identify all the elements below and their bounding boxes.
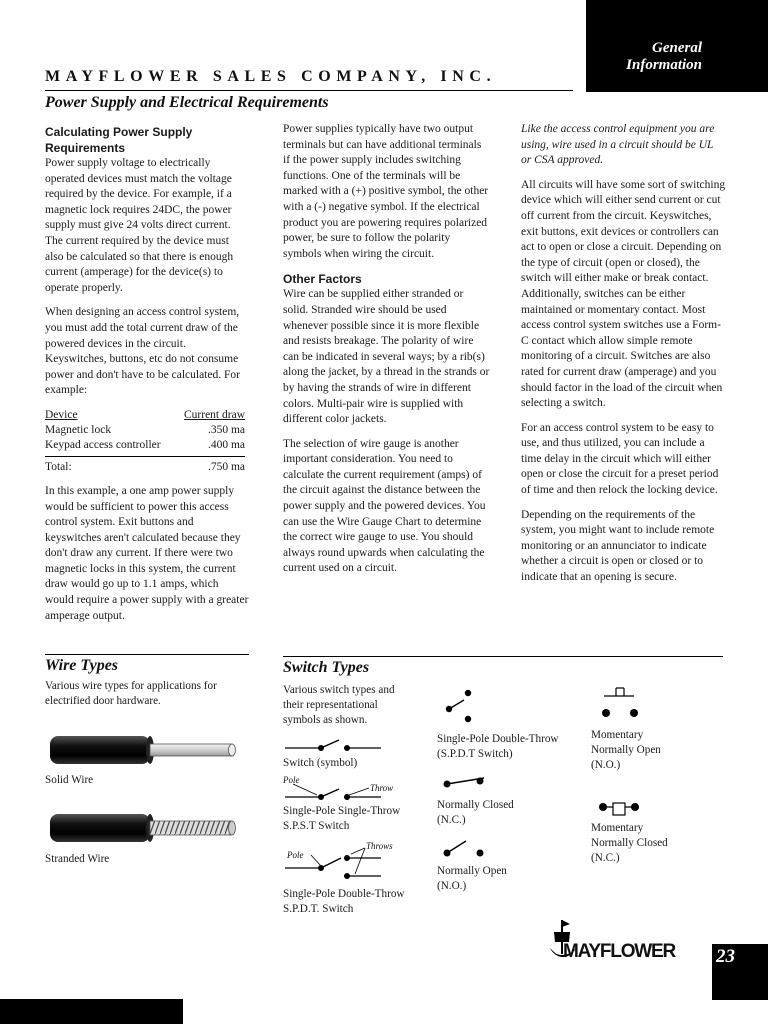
normally-closed-label <box>437 798 514 828</box>
momentary-normally-closed-label-line3: (N.C.) <box>591 852 620 864</box>
paragraph: For an access control system to be easy to use, and thus utilized, you can include a time delay in the circuit which will either open or close the circuit for a preset period of time and then relock the locking device. <box>521 421 719 497</box>
momentary-normally-closed-label <box>591 821 668 866</box>
switch-types-desc <box>283 683 395 728</box>
solid-wire-label: Solid Wire <box>45 774 94 786</box>
switch-types-desc-line3: symbols as shown. <box>283 714 368 726</box>
momentary-normally-open-label-line1: Momentary <box>591 729 644 741</box>
table-cell-draw: .400 ma <box>207 438 245 451</box>
bottom-bar <box>0 999 183 1024</box>
switch-symbol-icon <box>283 736 383 754</box>
momentary-normally-open-label-line2: Normally Open <box>591 744 661 756</box>
switch-types-title: Switch Types <box>283 659 370 676</box>
table-header-device: Device <box>45 408 78 421</box>
spdt-switch-icon <box>283 842 393 884</box>
paragraph-italic: Like the access control equipment you are using, wire used in a circuit should be UL or CSA approved. <box>521 123 715 167</box>
momentary-normally-closed-label-line1: Momentary <box>591 822 644 834</box>
page-number-box <box>712 944 768 1000</box>
stranded-wire-illustration <box>45 806 245 846</box>
spst-throw-label: Throw <box>370 783 394 793</box>
normally-closed-label-line2: (N.C.) <box>437 814 466 826</box>
spst-label-line2: S.P.S.T Switch <box>283 820 350 832</box>
paragraph: All circuits will have some sort of switching device which will either send current or cut off current from the circuit. Keyswitches, exit buttons, exit devices or controllers can act to open or close a circuit. Depending on the type of circuit (open or closed), the switch will either make or break contact. Additionally, switches can be either maintained or momentary contact. Most access control system switches use a Form-C contact which allow simple remote monitoring of a circuit. Switches are also rated for current draw (amperage) and you should factor in the load of the circuit when selecting a switch. <box>521 178 726 410</box>
wire-types-rule <box>45 654 249 655</box>
table-row <box>45 438 245 453</box>
section-tab-line2: Information <box>626 57 702 73</box>
normally-open-icon <box>440 838 490 862</box>
wire-types-desc-line1: Various wire types for applications for <box>45 680 217 692</box>
spst-pole-label: Pole <box>283 775 300 785</box>
normally-open-label <box>437 864 507 894</box>
solid-wire-illustration <box>45 726 245 766</box>
table-header-row <box>45 408 245 423</box>
switch-types-rule <box>283 656 723 657</box>
spdt2-label <box>437 732 559 762</box>
table-cell-device: Magnetic lock <box>45 423 112 436</box>
table-cell-draw: .350 ma <box>207 423 245 436</box>
section-tab <box>586 0 768 92</box>
table-header-draw: Current draw <box>184 408 245 421</box>
paragraph: Power supply voltage to electrically operated devices must match the voltage required by the device. For example, if a magnetic lock requires 24DC, the power supply must give 24 volts direct current. The current required by the device must also be calculated so that there is enough current (amperage) for the device(s) to operate properly. <box>45 157 234 294</box>
section-tab-line1: General <box>652 40 702 56</box>
paragraph: The selection of wire gauge is another important consideration. You need to calculate the current requirement (amps) of the circuit against the distance between the power supply and the powered devices. You can use the Wire Gauge Chart to determine the correct wire gauge to use. You should always round upwards when calculating the current used on a circuit. <box>283 437 486 575</box>
momentary-normally-open-label-line3: (N.O.) <box>591 759 621 771</box>
wire-types-title: Wire Types <box>45 657 119 674</box>
paragraph: Power supplies typically have two output terminals but can have additional terminals if the power supply includes switching functions. One of the terminals will be marked with a (+) positive symbol, the other with a (-) negative symbol. If the electrical product you are powering requires polarized power, be sure to follow the polarity symbols when wiring the circuit. <box>283 123 489 260</box>
paragraph: Wire can be supplied either stranded or solid. Stranded wire should be used whenever possible since it is more flexible and resists breakage. The polarity of wire can be indicated in several ways; by a rib(s) along the jacket, by a thread in the strands or by having the strands of wire in different colors. Multi-pair wire is supplied with different color jackets. <box>283 288 490 426</box>
company-name: MAYFLOWER SALES COMPANY, INC. <box>45 68 497 85</box>
spst-label-line1: Single-Pole Single-Throw <box>283 805 401 817</box>
normally-open-label-line1: Normally Open <box>437 865 507 877</box>
momentary-normally-open-label <box>591 728 661 773</box>
column-2 <box>283 122 491 586</box>
spdt-label-line1: Single-Pole Double-Throw <box>283 888 405 900</box>
spdt-label-line2: S.P.D.T. Switch <box>283 903 354 915</box>
wire-types-desc <box>45 679 217 709</box>
switch-types-desc-line2: their representational <box>283 699 378 711</box>
normally-closed-label-line1: Normally Closed <box>437 799 514 811</box>
spst-label <box>283 804 400 834</box>
heading-other-factors: Other Factors <box>283 272 362 287</box>
table-cell-device: Keypad access controller <box>45 438 161 451</box>
heading-power-supply-line1: Calculating Power Supply <box>45 125 193 139</box>
mayflower-logo: MAYFLOWER <box>563 941 675 962</box>
spdt-symbol-icon <box>440 686 480 726</box>
spdt2-label-line1: Single-Pole Double-Throw <box>437 733 559 745</box>
stranded-wire-label: Stranded Wire <box>45 853 110 865</box>
column-1 <box>45 124 250 633</box>
wire-types-desc-line2: electrified door hardware. <box>45 695 161 707</box>
column-3 <box>521 122 726 595</box>
table-total-label: Total: <box>45 456 176 475</box>
table-total-value: .750 ma <box>176 456 245 475</box>
spdt2-label-line2: (S.P.D.T Switch) <box>437 748 513 760</box>
current-draw-table <box>45 408 245 475</box>
momentary-normally-open-icon <box>594 686 644 722</box>
spdt-label <box>283 887 405 917</box>
page-title: Power Supply and Electrical Requirements <box>45 94 329 111</box>
switch-symbol-label: Switch (symbol) <box>283 757 358 769</box>
spdt-pole-label: Pole <box>287 850 304 860</box>
spdt-throws-label: Throws <box>366 841 393 851</box>
table-row <box>45 423 245 438</box>
normally-open-label-line2: (N.O.) <box>437 880 467 892</box>
header-rule <box>45 90 573 91</box>
table-total-row <box>45 456 245 475</box>
normally-closed-icon <box>440 772 490 792</box>
paragraph: Depending on the requirements of the system, you might want to include remote monitoring or an annunciator to indicate whether a circuit is open or closed or to indicate that an opening is secure. <box>521 508 715 584</box>
heading-power-supply-line2: Requirements <box>45 141 126 155</box>
paragraph: In this example, a one amp power supply would be sufficient to power this access control system. Exit buttons and keyswitches aren't calculated because they don't draw any current. If there were two magnetic locks in this system, the current draw would go up to 1.1 amps, which would require a power supply with a greater amperage output. <box>45 484 249 622</box>
switch-types-desc-line1: Various switch types and <box>283 684 395 696</box>
paragraph: When designing an access control system, you must add the total current draw of the powered devices in the circuit. Keyswitches, buttons, etc do not consume power and don't have to be calculated. For example: <box>45 306 240 397</box>
momentary-normally-closed-icon <box>594 796 644 820</box>
momentary-normally-closed-label-line2: Normally Closed <box>591 837 668 849</box>
spst-switch-icon <box>283 780 383 804</box>
page-number: 23 <box>716 946 735 967</box>
